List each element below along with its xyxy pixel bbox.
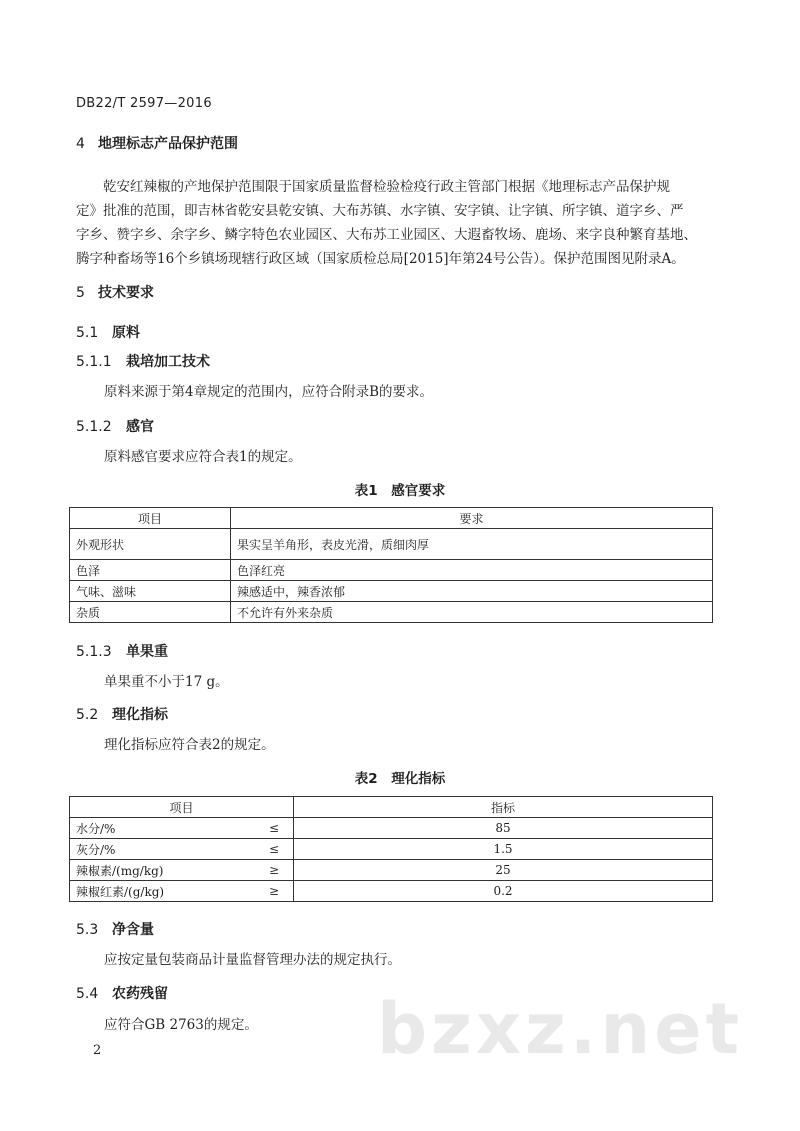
section-5-1-3-text: 单果重不小于17 g。 <box>104 674 229 690</box>
watermark: bzxz.net <box>377 988 744 1070</box>
section-number: 5 <box>76 285 85 301</box>
section-5-heading <box>76 282 154 302</box>
table-1 <box>69 507 713 623</box>
section-4-heading <box>76 133 238 153</box>
table-cell: 25 <box>294 860 713 881</box>
table-cell: 辣椒素/(mg/kg) <box>70 860 233 881</box>
section-number: 5.1.3 <box>76 644 112 660</box>
table-cell: 85 <box>294 818 713 839</box>
table-cell: 0.2 <box>294 881 713 902</box>
section-5-1-1-text: 原料来源于第4章规定的范围内，应符合附录B的要求。 <box>104 384 434 400</box>
table-cell: 色泽红亮 <box>231 560 713 581</box>
section-title: 栽培加工技术 <box>126 354 210 370</box>
section-5-2-heading <box>76 704 168 724</box>
table-row <box>70 881 713 902</box>
paragraph-line: 乾安红辣椒的产地保护范围限于国家质量监督检验检疫行政主管部门根据《地理标志产品保护规 <box>103 179 670 195</box>
table-row <box>70 529 713 560</box>
section-title: 技术要求 <box>98 285 154 301</box>
table-row <box>70 818 713 839</box>
section-number: 5.1.1 <box>76 354 112 370</box>
section-5-1-2-heading <box>76 416 154 436</box>
table-1-caption: 表1 感官要求 <box>354 483 446 499</box>
section-5-4-text: 应符合GB 2763的规定。 <box>104 1017 258 1033</box>
section-number: 5.4 <box>76 986 99 1002</box>
table-cell: 辣感适中，辣香浓郁 <box>231 581 713 602</box>
section-title: 农药残留 <box>112 986 168 1002</box>
table-cell: 杂质 <box>70 602 231 623</box>
section-number: 5.1 <box>76 325 99 341</box>
table-row <box>70 839 713 860</box>
section-title: 原料 <box>112 325 140 341</box>
section-5-1-heading <box>76 322 140 342</box>
table-cell: 气味、滋味 <box>70 581 231 602</box>
table-cell: 灰分/% <box>70 839 233 860</box>
section-number: 5.1.2 <box>76 419 112 435</box>
table-row <box>70 860 713 881</box>
section-title: 感官 <box>126 419 154 435</box>
table-cell: 1.5 <box>294 839 713 860</box>
table-header-cell: 项目 <box>70 508 231 529</box>
table-row <box>70 602 713 623</box>
section-title: 理化指标 <box>112 707 168 723</box>
table-header-cell: 要求 <box>231 508 713 529</box>
paragraph-line: 定》批准的范围，即吉林省乾安县乾安镇、大布苏镇、水字镇、安字镇、让字镇、所字镇、道字乡、严 <box>76 203 684 219</box>
section-title: 净含量 <box>112 922 154 938</box>
table-header-cell: 指标 <box>294 797 713 818</box>
table-cell: ≥ <box>233 881 294 902</box>
paragraph-line: 字乡、赞字乡、余字乡、鳞字特色农业园区、大布苏工业园区、大遐畜牧场、鹿场、来字良种繁育基地、 <box>76 227 697 243</box>
section-5-3-heading <box>76 919 154 939</box>
table-header-row <box>70 508 713 529</box>
table-cell: 辣椒红素/(g/kg) <box>70 881 233 902</box>
table-2-caption: 表2 理化指标 <box>354 771 446 787</box>
table-cell: 外观形状 <box>70 529 231 560</box>
section-number: 5.2 <box>76 707 99 723</box>
section-5-1-1-heading <box>76 351 210 371</box>
section-title: 单果重 <box>126 644 168 660</box>
table-header-row <box>70 797 713 818</box>
section-4-paragraph <box>76 175 726 271</box>
page-number: 2 <box>93 1043 102 1058</box>
section-5-3-text: 应按定量包装商品计量监督管理办法的规定执行。 <box>104 952 401 968</box>
table-cell: 果实呈羊角形，表皮光滑，质细肉厚 <box>231 529 713 560</box>
table-cell: ≤ <box>233 839 294 860</box>
table-row <box>70 560 713 581</box>
table-cell: 不允许有外来杂质 <box>231 602 713 623</box>
standard-code: DB22/T 2597—2016 <box>76 96 212 111</box>
section-number: 5.3 <box>76 922 99 938</box>
section-number: 4 <box>76 136 85 152</box>
section-5-1-3-heading <box>76 641 168 661</box>
table-cell: ≥ <box>233 860 294 881</box>
section-title: 地理标志产品保护范围 <box>98 136 238 152</box>
table-cell: 水分/% <box>70 818 233 839</box>
table-cell: ≤ <box>233 818 294 839</box>
table-row <box>70 581 713 602</box>
table-cell: 色泽 <box>70 560 231 581</box>
table-header-cell: 项目 <box>70 797 294 818</box>
paragraph-line: 腾字种畜场等16个乡镇场现辖行政区域（国家质检总局[2015]年第24号公告）。保护范围图见附录A。 <box>76 251 685 267</box>
section-5-4-heading <box>76 983 168 1003</box>
table-2 <box>69 796 713 902</box>
section-5-2-text: 理化指标应符合表2的规定。 <box>104 737 275 753</box>
section-5-1-2-text: 原料感官要求应符合表1的规定。 <box>104 449 302 465</box>
